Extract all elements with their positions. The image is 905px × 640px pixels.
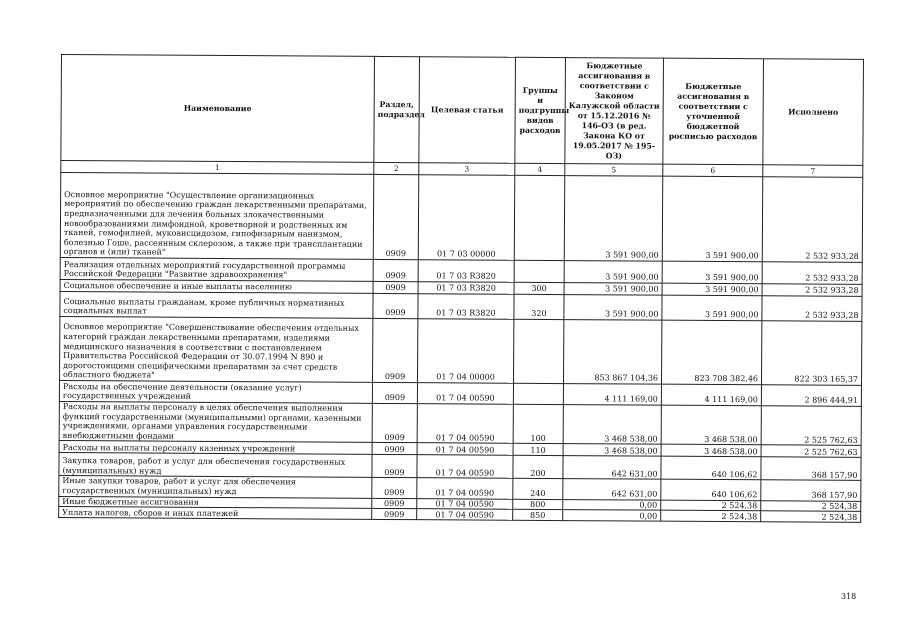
- row-executed: 2 525 762,63: [761, 406, 861, 446]
- row-group: 300: [514, 282, 564, 294]
- row-executed: 2 896 444,91: [761, 385, 861, 407]
- row-target: 01 7 03 R3820: [418, 294, 514, 320]
- row-refined: 3 468 538,00: [661, 405, 761, 445]
- table-row: [59, 401, 861, 445]
- row-section: 0909: [372, 455, 417, 478]
- row-law: 3 591 900,00: [564, 176, 663, 262]
- column-number: 1: [61, 161, 374, 175]
- row-name: Расходы на выплаты персоналу казенных учреждений: [59, 441, 372, 455]
- header-law: Бюджетные ассигнования в соответствии с Законом Калужской области от 15.12.2016 № 146-ОЗ (в ред. Закона КО от 19.05.2017 № 195-ОЗ): [565, 58, 664, 165]
- row-refined: 3 591 900,00: [662, 261, 762, 284]
- column-number: 2: [374, 162, 419, 174]
- row-refined: 4 111 169,00: [661, 384, 761, 406]
- row-section: 0909: [372, 443, 417, 455]
- row-target: 01 7 03 R3820: [418, 260, 514, 283]
- row-refined: 3 591 900,00: [662, 295, 762, 321]
- row-refined: 2 524,38: [661, 500, 761, 511]
- row-target: 01 7 04 00000: [417, 319, 513, 384]
- row-section: 0909: [372, 318, 417, 382]
- row-name: Расходы на обеспечение деятельности (оказание услуг) государственных учреждений: [59, 380, 372, 403]
- row-law: 853 867 104,36: [563, 320, 661, 385]
- row-executed: 2 524,38: [761, 511, 861, 523]
- row-refined: 823 708 382,46: [661, 320, 761, 385]
- row-section: 0909: [373, 293, 418, 318]
- row-section: 0909: [373, 174, 419, 259]
- row-law: 0,00: [563, 510, 661, 522]
- row-name: Социальное обеспечение и иные выплаты населению: [60, 279, 373, 293]
- row-executed: 2 532 933,28: [762, 284, 862, 297]
- row-law: 3 468 538,00: [563, 405, 661, 445]
- row-group: 110: [513, 444, 563, 456]
- column-number: 7: [763, 165, 863, 178]
- row-group: [514, 260, 564, 282]
- row-target: 01 7 04 00590: [417, 498, 513, 509]
- header-refined: Бюджетные ассигнования в соответствии с уточненной бюджетной росписью расходов: [663, 58, 764, 165]
- row-group: 240: [513, 479, 563, 499]
- row-section: 0909: [372, 509, 417, 520]
- row-refined: 640 106,62: [661, 480, 761, 501]
- row-law: 3 591 900,00: [564, 261, 662, 284]
- row-group: [514, 175, 565, 260]
- column-number: 6: [663, 164, 763, 177]
- row-section: 0909: [373, 281, 418, 293]
- row-name: Иные бюджетные ассигнования: [59, 496, 372, 509]
- row-executed: 2 532 933,28: [762, 177, 863, 263]
- row-target: 01 7 04 00590: [417, 509, 513, 521]
- row-executed: 822 303 165,37: [761, 321, 861, 386]
- row-group: [513, 383, 563, 404]
- row-executed: 2 532 933,28: [762, 262, 862, 285]
- row-executed: 2 524,38: [761, 500, 861, 511]
- row-section: 0909: [372, 478, 417, 498]
- page-number: 318: [841, 592, 857, 601]
- row-executed: 2 525 762,63: [761, 445, 861, 458]
- header-name: Наименование: [61, 55, 375, 163]
- row-executed: 2 532 933,28: [762, 296, 862, 322]
- row-group: 800: [513, 499, 563, 510]
- header-executed: Исполнено: [763, 59, 864, 166]
- row-name: Расходы на выплаты персоналу в целях обеспечения выполнения функций государственными (муниципальными) органами, казенными учреждениями, органами управления государственными внебюджетными фондами: [59, 401, 372, 442]
- row-group: 850: [513, 509, 563, 520]
- row-name: Основное мероприятие "Осуществление организационных мероприятий по обеспечению граждан лекарственными препаратами, предназначенными для лечения больных злокачественными новообразованиями лимфоидной, кроветворной и родственных им тканей, гемофилией, муковисцидозом, гипофизарным нанизмом, болезнью Гоше, рассеянным склерозом, а также при трансплантации органов и (или) тканей": [60, 173, 374, 260]
- row-law: 642 631,00: [563, 479, 661, 500]
- row-section: 0909: [372, 403, 417, 443]
- header-section: Раздел, подраздел: [374, 56, 420, 162]
- row-refined: 3 468 538,00: [661, 445, 761, 458]
- row-target: 01 7 04 00590: [417, 443, 513, 456]
- column-number: 3: [419, 163, 515, 176]
- row-refined: 3 591 900,00: [662, 176, 763, 262]
- row-target: 01 7 04 00590: [417, 478, 513, 499]
- row-name: Уплата налогов, сборов и иных платежей: [59, 507, 372, 520]
- row-section: 0909: [372, 498, 417, 509]
- header-row: [61, 55, 864, 166]
- row-group: 320: [514, 294, 564, 319]
- header-groups: Группы и подгруппы видов расходов: [515, 57, 566, 163]
- row-target: 01 7 03 00000: [418, 175, 515, 261]
- row-target: 01 7 04 00590: [417, 455, 513, 479]
- row-name: Социальные выплаты гражданам, кроме публичных нормативных социальных выплат: [60, 291, 373, 318]
- column-number: 4: [515, 163, 565, 175]
- row-target: 01 7 03 R3820: [418, 282, 514, 295]
- table-row: [60, 173, 863, 263]
- row-name: Реализация отдельных мероприятий государственной программы Российской Федерации "Развитие здравоохранения": [60, 257, 373, 281]
- row-law: 3 591 900,00: [564, 283, 662, 296]
- row-law: 642 631,00: [563, 456, 661, 480]
- row-group: 200: [513, 456, 563, 479]
- row-group: 100: [513, 404, 563, 444]
- table-row: [60, 316, 862, 385]
- budget-table: [58, 54, 864, 523]
- row-name: Иные закупки товаров, работ и услуг для обеспечения государственных (муниципальных) нужд: [59, 476, 372, 498]
- row-target: 01 7 04 00590: [417, 383, 513, 405]
- row-executed: 368 157,90: [761, 480, 861, 501]
- header-target: Целевая статья: [419, 57, 516, 164]
- row-target: 01 7 04 00590: [417, 404, 513, 444]
- row-refined: 640 106,62: [661, 457, 761, 481]
- row-refined: 2 524,38: [661, 510, 761, 522]
- row-law: 3 468 538,00: [563, 444, 661, 457]
- row-group: [513, 319, 563, 383]
- row-section: 0909: [372, 382, 417, 403]
- row-name: Закупка товаров, работ и услуг для обеспечения государственных (муниципальных) нужд: [59, 453, 372, 478]
- column-number: 5: [565, 164, 663, 177]
- row-law: 0,00: [563, 499, 661, 510]
- row-law: 4 111 169,00: [563, 384, 661, 406]
- row-refined: 3 591 900,00: [662, 283, 762, 296]
- row-name: Основное мероприятие "Совершенствование обеспечения отдельных категорий граждан лекарственными препаратами, изделиями медицинского назначения в соответствии с постановлением Правительства Российской Федерации от 30.07.1994 N 890 и дорогостоящими специфическими препаратами за счет средств областного бюджета": [60, 316, 373, 382]
- row-executed: 368 157,90: [761, 457, 861, 481]
- row-law: 3 591 900,00: [564, 295, 662, 321]
- row-section: 0909: [373, 259, 418, 281]
